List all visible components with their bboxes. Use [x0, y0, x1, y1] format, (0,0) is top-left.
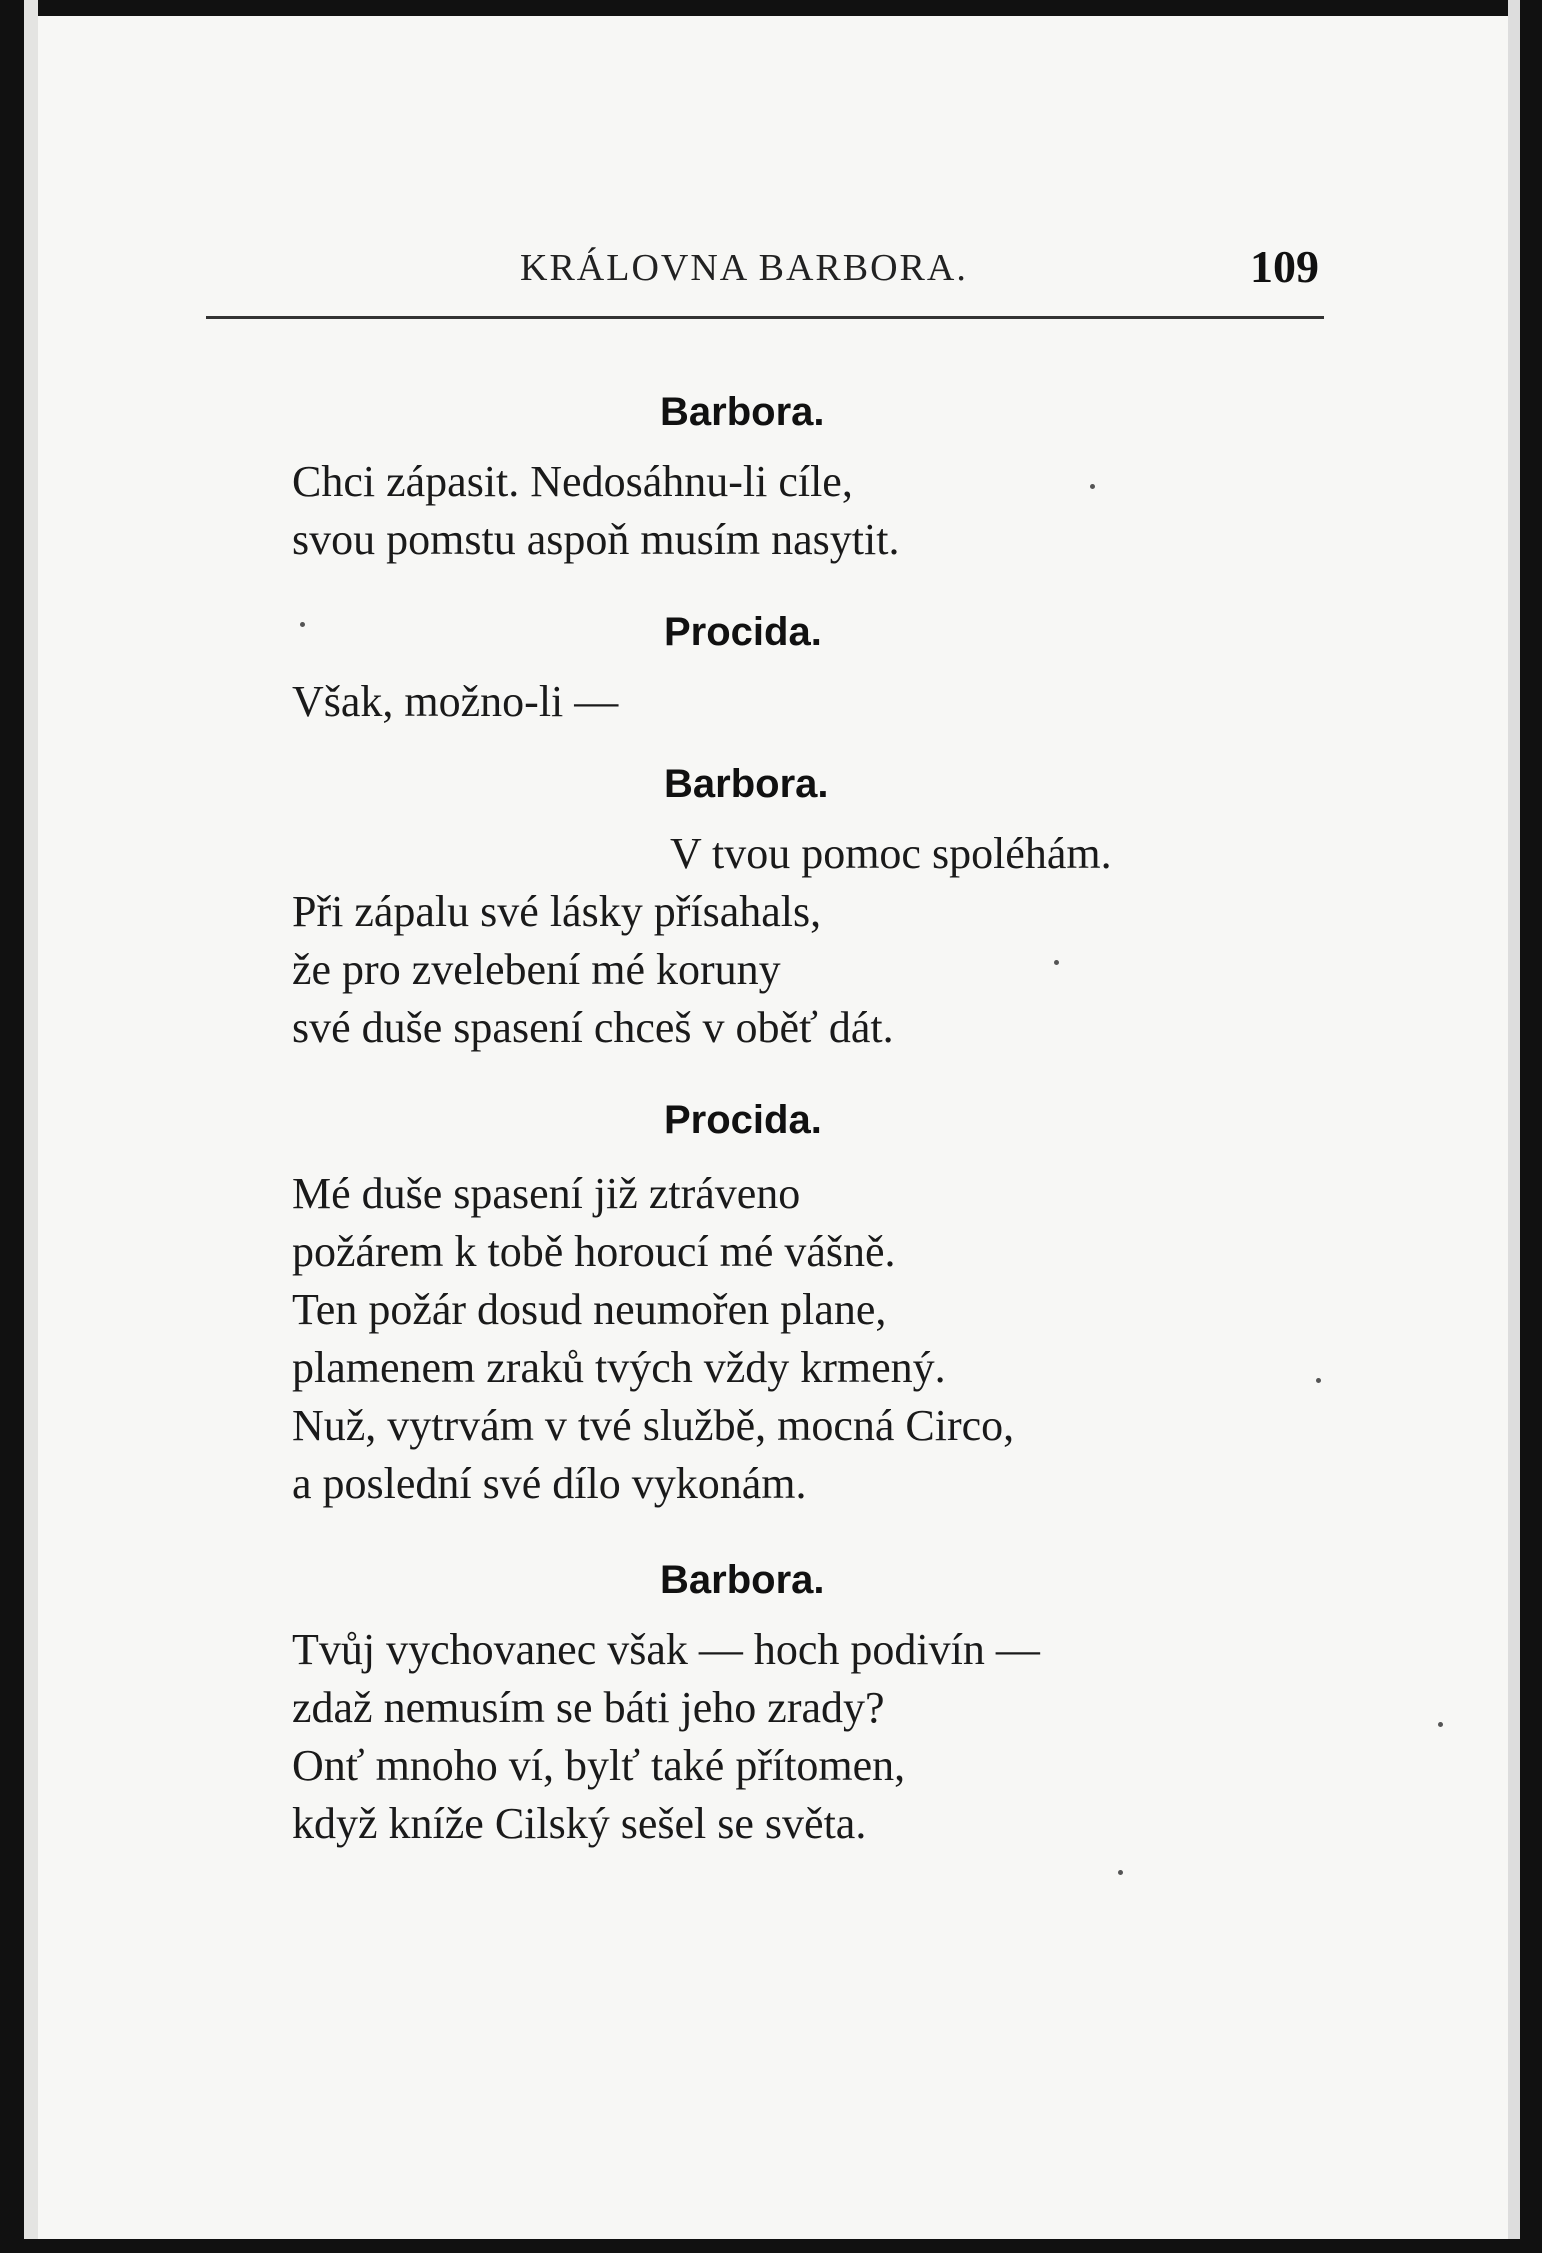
page-number: 109 [1250, 241, 1319, 292]
speaker-name: Barbora. [660, 1558, 825, 1602]
speaker-name: Barbora. [664, 762, 829, 806]
scan-speck [1090, 484, 1095, 489]
scan-speck [1054, 960, 1059, 965]
verse-line: Chci zápasit. Nedosáhnu-li cíle, [292, 457, 853, 506]
verse-line: Onť mnoho ví, bylť také přítomen, [292, 1741, 906, 1790]
verse-line: požárem k tobě horoucí mé vášně. [292, 1227, 896, 1276]
verse-line: že pro zvelebení mé koruny [292, 945, 781, 994]
scan-speck [1118, 1870, 1123, 1875]
verse-line: Ten požár dosud neumořen plane, [292, 1285, 887, 1334]
speaker-name: Barbora. [660, 390, 825, 434]
running-head: KRÁLOVNA BARBORA. [520, 247, 968, 289]
verse-line: svou pomstu aspoň musím nasytit. [292, 515, 900, 564]
scan-edge-left [0, 0, 24, 2253]
scan-speck [1438, 1722, 1443, 1727]
verse-line: zdaž nemusím se báti jeho zrady? [292, 1683, 885, 1732]
verse-line: plamenem zraků tvých vždy krmený. [292, 1343, 946, 1392]
verse-line: Nuž, vytrvám v tvé službě, mocná Circo, [292, 1401, 1015, 1450]
verse-line: Však, možno-li — [292, 677, 619, 726]
speaker-name: Procida. [664, 610, 822, 654]
verse-line: Při zápalu své lásky přísahals, [292, 887, 822, 936]
verse-line: Mé duše spasení již ztráveno [292, 1169, 801, 1218]
speaker-name: Procida. [664, 1098, 822, 1142]
page-edge-shadow [1508, 0, 1520, 2253]
page-gutter-shadow [24, 0, 38, 2253]
verse-line: své duše spasení chceš v oběť dát. [292, 1003, 894, 1052]
verse-line: V tvou pomoc spoléhám. [670, 829, 1112, 878]
verse-line: Tvůj vychovanec však — hoch podivín — [292, 1625, 1040, 1674]
scan-speck [1316, 1378, 1321, 1383]
header-rule [206, 316, 1324, 319]
verse-line: a poslední své dílo vykonám. [292, 1459, 807, 1508]
verse-line: když kníže Cilský sešel se světa. [292, 1799, 867, 1848]
scan-edge-right [1520, 0, 1542, 2253]
scan-edge-top [0, 0, 1542, 16]
scan-edge-bottom [0, 2239, 1542, 2253]
scan-speck [300, 622, 305, 627]
